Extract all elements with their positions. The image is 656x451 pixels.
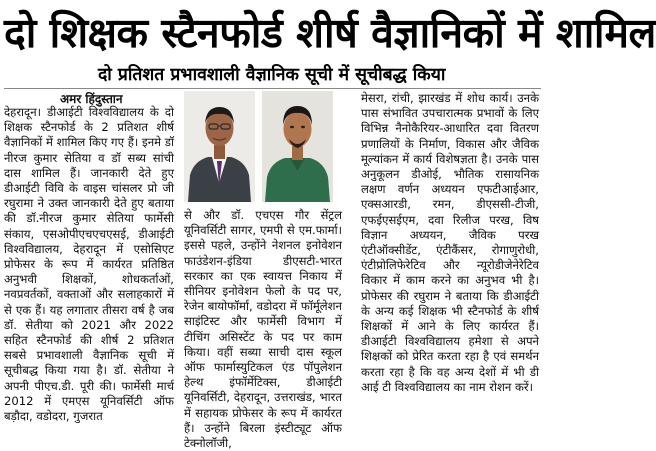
article-column-2: से और डॉ. एचएस गौर सेंट्रल यूनिवर्सिटी सागर, एमपी से एम.फार्मा। इससे पहले, उन्होंने नेशनल इनोवेशन फाउंडेशन-इंडिया डीएसटी-भारत सरकार का एक स्वायत्त निकाय में सीनियर इनोवेशन फेलो के पद पर, रेजेन बायोफॉर्मा, वडोदरा में फॉर्मूलेशन साइंटिस्ट और फार्मेसी विभाग में टीचिंग असिस्टेंट के पद पर काम किया। वहीं सब्या साची दास स्कूल ऑफ फार्मास्युटिकल एंड पॉपुलेशन हेल्थ इंफॉर्मेटिक्स, डीआईटी यूनिवर्सिटी, देहरादून, उत्तराखंड, भारत में सहायक प्रोफेसर के रूप में कार्यरत हैं। उन्होंने बिरला इंस्टीट्यूट ऑफ टेक्नोलॉजी, [184,208,342,451]
article-column-1: देहरादून। डीआईटी विश्वविद्यालय के दो शिक्षक स्टैनफोर्ड के 2 प्रतिशत शीर्ष वैज्ञानिकों में शामिल किए गए हैं। इनमे डॉ नीरज कुमार सेतिया व डॉ सब्य सांची दास शामिल हैं। जानकारी देते हुए डीआईटी विवि के वाइस चांसलर प्रो जी रघुरामा ने उक्त जानकारी देते हुए बताया की डॉ.नीरज कुमार सेतिया फार्मेसी संकाय, एसओपीएचएचएसई, डीआईटी विश्वविद्यालय, देहरादून में एसोसिएट प्रोफेसर के रूप में कार्यरत प्रतिष्ठित अनुभवी शिक्षकों, शोधकर्ताओं, नवप्रवर्तकों, वक्ताओं और सलाहकारों में से एक हैं। यह लगातार तीसरा वर्ष है जब डॉ. सेतीया को 2021 और 2022 सहित स्टैनफोर्ड की शीर्ष 2 प्रतिशत सबसे प्रभावशाली वैज्ञानिक सूची में सूचीबद्ध किया गया है। डॉ. सेतीया ने अपनी पीएच.डी. पूरी की। फार्मेसी मार्च 2012 में एमएस यूनिवर्सिटी ऑफ बड़ौदा, वडोदरा, गुजरात [4,105,174,424]
portrait-photo-right [262,91,333,202]
subheadline: दो प्रतिशत प्रभावशाली वैज्ञानिक सूची में सूचीबद्ध किया [98,65,446,85]
portrait-photo-male-green-shirt-icon [262,91,333,202]
portrait-photo-male-suit-icon [184,91,255,202]
article-column-3: मेसरा, रांची, झारखंड में शोध कार्य। उनके पास संभावित उपचारात्मक प्रभावों के लिए विभिन्न नैनोकैरियर-आधारित दवा वितरण प्रणालियों के निर्माण, विकास और जैविक मूल्यांकन में कार्य विशेषज्ञता है। उनके पास अनुकूलन डीओई, भौतिक रासायनिक लक्षण वर्णन अध्ययन एफटीआईआर, एक्सआरडी, रमन, डीएससी-टीजी, एफईएसईएम, दवा रिलीज परख, विष विज्ञान अध्ययन, जैविक परख एंटीऑक्सीडेंट, एंटीकैंसर, रोगाणुरोधी, एंटीप्रोलिफेरेटिव और न्यूरोडीजेनेरेटिव विकार में काम करने का अनुभव भी है। प्रोफेसर की रघुराम ने बताया कि डीआईटी के अन्य कई शिक्षक भी स्टैनफोर्ड के शीर्ष शिक्षकों में आने के लिए कार्यरत हैं। डीआईटी विश्वविद्यालय हमेशा से अपने शिक्षकों को प्रेरित करता रहा है एवं समर्थन करता रहा है कि वह अन्य देशों में भी डी आई टी विश्वविद्यालय का नाम रोशन करें। [361,91,539,394]
byline: अमर हिंदुस्तान [60,92,123,106]
photo-row [184,91,336,202]
portrait-photo-left [184,91,255,202]
headline: दो शिक्षक स्टैनफोर्ड शीर्ष वैज्ञानिकों में शामिल [4,9,656,57]
divider-rule [4,88,541,89]
